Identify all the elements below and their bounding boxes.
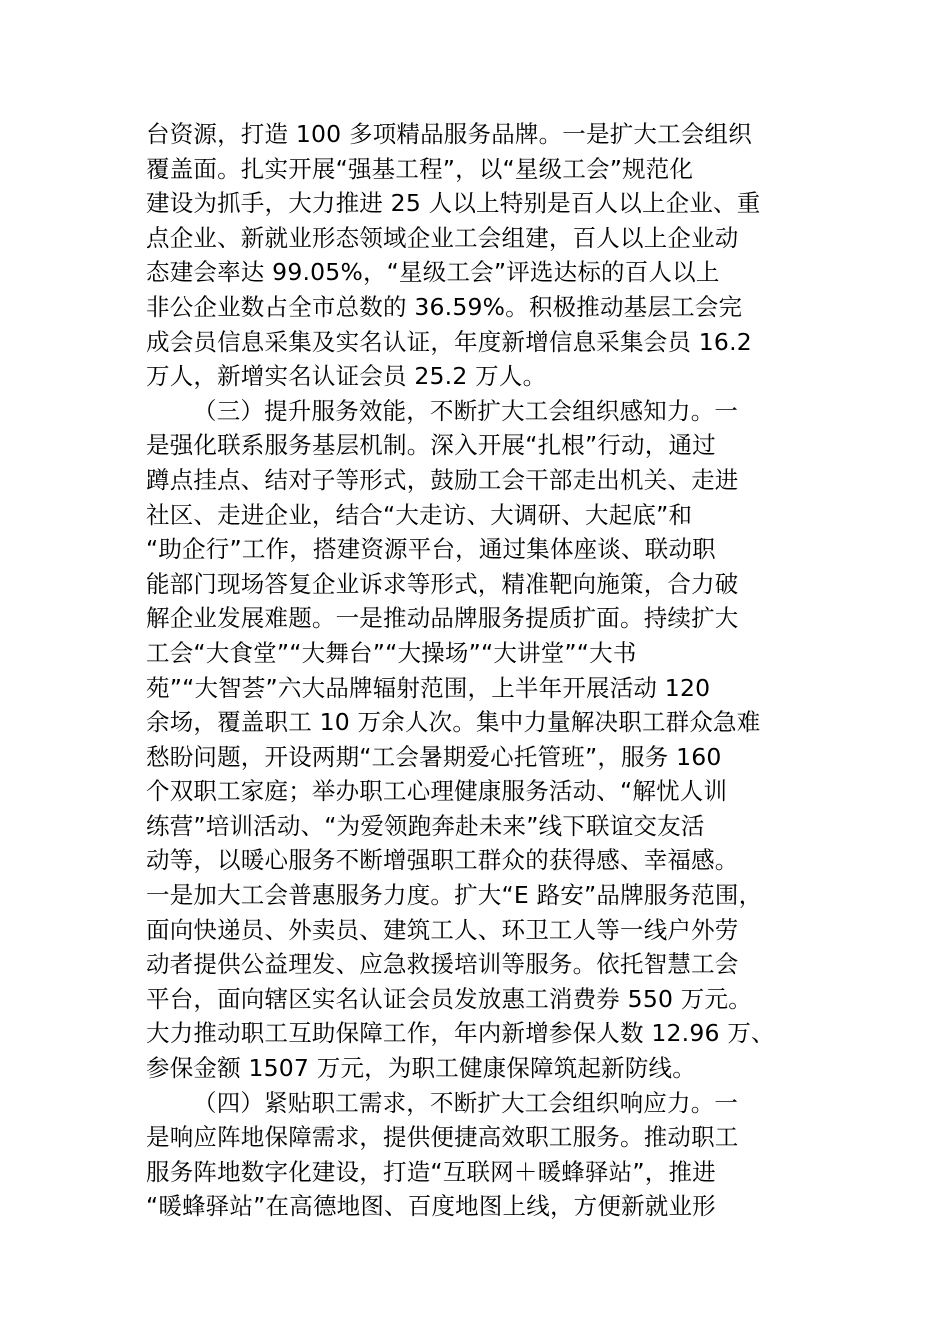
text-line: 苑”“大智荟”六大品牌辐射范围，上半年开展活动 120 xyxy=(146,673,711,702)
text-line: （三）提升服务效能，不断扩大工会组织感知力。一 xyxy=(193,396,739,425)
text-line: 能部门现场答复企业诉求等形式，精准靶向施策，合力破 xyxy=(146,569,739,598)
text-line: 动者提供公益理发、应急救援培训等服务。依托智慧工会 xyxy=(146,950,739,979)
text-line: 参保金额 1507 万元，为职工健康保障筑起新防线。 xyxy=(146,1054,696,1083)
text-line: 解企业发展难题。一是推动品牌服务提质扩面。持续扩大 xyxy=(146,604,739,633)
text-line: 服务阵地数字化建设，打造“互联网＋暖蜂驿站”，推进 xyxy=(146,1157,716,1186)
text-line: 台资源，打造 100 多项精品服务品牌。一是扩大工会组织 xyxy=(146,120,752,148)
text-line: 蹲点挂点、结对子等形式，鼓励工会干部走出机关、走进 xyxy=(146,465,739,494)
text-line: 覆盖面。扎实开展“强基工程”，以“星级工会”规范化 xyxy=(146,154,694,183)
text-line: 平台，面向辖区实名认证会员发放惠工消费券 550 万元。 xyxy=(146,984,752,1013)
text-line: 愁盼问题，开设两期“工会暑期爱心托管班”，服务 160 xyxy=(146,742,722,771)
text-line: 是强化联系服务基层机制。深入开展“扎根”行动，通过 xyxy=(146,431,716,460)
text-line: 是响应阵地保障需求，提供便捷高效职工服务。推动职工 xyxy=(146,1123,739,1152)
text-line: 非公企业数占全市总数的 36.59%。积极推动基层工会完 xyxy=(146,292,743,321)
text-line: （四）紧贴职工需求，不断扩大工会组织响应力。一 xyxy=(193,1088,739,1117)
text-line: 大力推动职工互助保障工作，年内新增参保人数 12.96 万、 xyxy=(146,1019,775,1048)
text-line: 工会“大食堂”“大舞台”“大操场”“大讲堂”“大书 xyxy=(146,638,637,667)
text-line: 余场，覆盖职工 10 万余人次。集中力量解决职工群众急难 xyxy=(146,708,761,737)
text-line: 态建会率达 99.05%，“星级工会”评选达标的百人以上 xyxy=(146,258,720,287)
text-line: 万人，新增实名认证会员 25.2 万人。 xyxy=(146,362,547,391)
text-line: 练营”培训活动、“为爱领跑奔赴未来”线下联谊交友活 xyxy=(146,811,705,840)
text-line: 建设为抓手，大力推进 25 人以上特别是百人以上企业、重 xyxy=(146,189,761,218)
document-body xyxy=(146,117,836,1224)
text-line: 动等，以暖心服务不断增强职工群众的获得感、幸福感。 xyxy=(146,846,739,875)
text-line: 社区、走进企业，结合“大走访、大调研、大起底”和 xyxy=(146,500,693,529)
text-line: 点企业、新就业形态领域企业工会组建，百人以上企业动 xyxy=(146,223,739,252)
text-line: “助企行”工作，搭建资源平台，通过集体座谈、联动职 xyxy=(146,535,716,564)
text-line: 个双职工家庭；举办职工心理健康服务活动、“解忧人训 xyxy=(146,777,728,806)
text-line: 面向快递员、外卖员、建筑工人、环卫工人等一线户外劳 xyxy=(146,915,739,944)
text-line: “暖蜂驿站”在高德地图、百度地图上线，方便新就业形 xyxy=(146,1192,716,1221)
text-line: 成会员信息采集及实名认证，年度新增信息采集会员 16.2 xyxy=(146,327,752,356)
text-line: 一是加大工会普惠服务力度。扩大“E 路安”品牌服务范围， xyxy=(146,881,763,910)
